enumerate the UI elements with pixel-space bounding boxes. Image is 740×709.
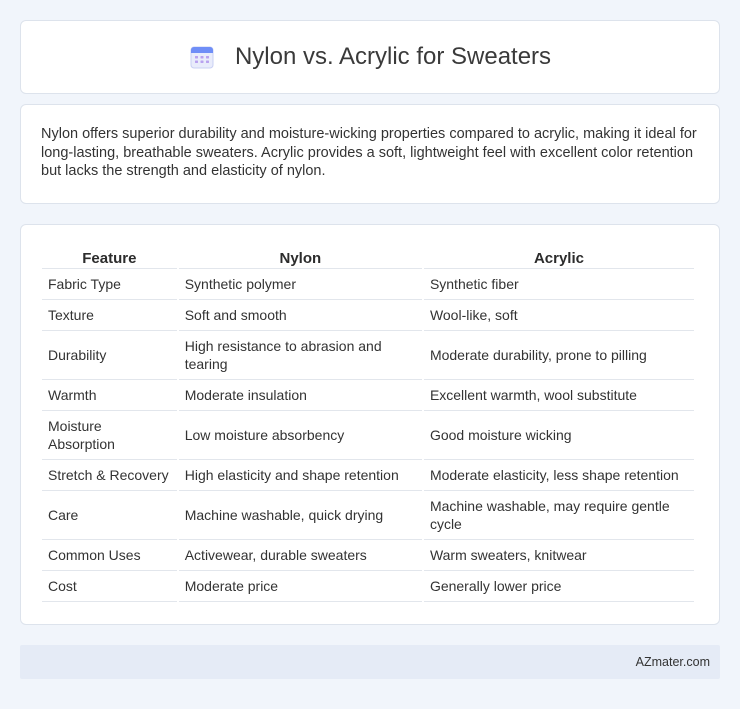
- table-row: [42, 331, 694, 380]
- summary-text: Nylon offers superior durability and moisture-wicking properties compared to acrylic, making it ideal for long-lasting, breathable sweaters. Acrylic provides a soft, lightweight feel with excellent color retention but lacks the strength and elasticity of nylon.: [41, 126, 697, 179]
- acrylic-cell: Moderate elasticity, less shape retention: [424, 460, 694, 491]
- feature-cell: Common Uses: [42, 540, 177, 571]
- nylon-cell: Activewear, durable sweaters: [179, 540, 422, 571]
- nylon-cell: Moderate insulation: [179, 380, 422, 411]
- nylon-cell: Machine washable, quick drying: [179, 491, 422, 540]
- nylon-cell: High elasticity and shape retention: [179, 460, 422, 491]
- footer: [20, 645, 720, 679]
- header-nylon: Nylon: [179, 247, 422, 269]
- table-row: [42, 460, 694, 491]
- table-header-row: [42, 247, 694, 269]
- page-title: Nylon vs. Acrylic for Sweaters: [234, 43, 552, 70]
- nylon-cell: High resistance to abrasion and tearing: [179, 331, 422, 380]
- feature-cell: Durability: [42, 331, 177, 380]
- table-row: [42, 540, 694, 571]
- title-card: [20, 20, 720, 94]
- table-row: [42, 491, 694, 540]
- nylon-cell: Synthetic polymer: [179, 269, 422, 300]
- acrylic-cell: Moderate durability, prone to pilling: [424, 331, 694, 380]
- table-card: [20, 224, 720, 625]
- table-row: [42, 571, 694, 602]
- table-row: [42, 411, 694, 460]
- acrylic-cell: Machine washable, may require gentle cycle: [424, 491, 694, 540]
- feature-cell: Fabric Type: [42, 269, 177, 300]
- header-acrylic: Acrylic: [424, 247, 694, 269]
- summary-card: [20, 104, 720, 204]
- acrylic-cell: Excellent warmth, wool substitute: [424, 380, 694, 411]
- nylon-cell: Soft and smooth: [179, 300, 422, 331]
- feature-cell: Texture: [42, 300, 177, 331]
- feature-cell: Moisture Absorption: [42, 411, 177, 460]
- table-row: [42, 380, 694, 411]
- header-feature: Feature: [42, 247, 177, 269]
- title-wrap: [189, 43, 551, 71]
- table-row: [42, 269, 694, 300]
- table-row: [42, 300, 694, 331]
- footer-site-link[interactable]: AZmater.com: [635, 655, 710, 669]
- feature-cell: Stretch & Recovery: [42, 460, 177, 491]
- acrylic-cell: Synthetic fiber: [424, 269, 694, 300]
- nylon-cell: Moderate price: [179, 571, 422, 602]
- acrylic-cell: Generally lower price: [424, 571, 694, 602]
- acrylic-cell: Good moisture wicking: [424, 411, 694, 460]
- nylon-cell: Low moisture absorbency: [179, 411, 422, 460]
- acrylic-cell: Wool-like, soft: [424, 300, 694, 331]
- feature-cell: Warmth: [42, 380, 177, 411]
- comparison-table: [40, 247, 696, 602]
- feature-cell: Care: [42, 491, 177, 540]
- acrylic-cell: Warm sweaters, knitwear: [424, 540, 694, 571]
- feature-cell: Cost: [42, 571, 177, 602]
- calendar-icon: [189, 44, 215, 70]
